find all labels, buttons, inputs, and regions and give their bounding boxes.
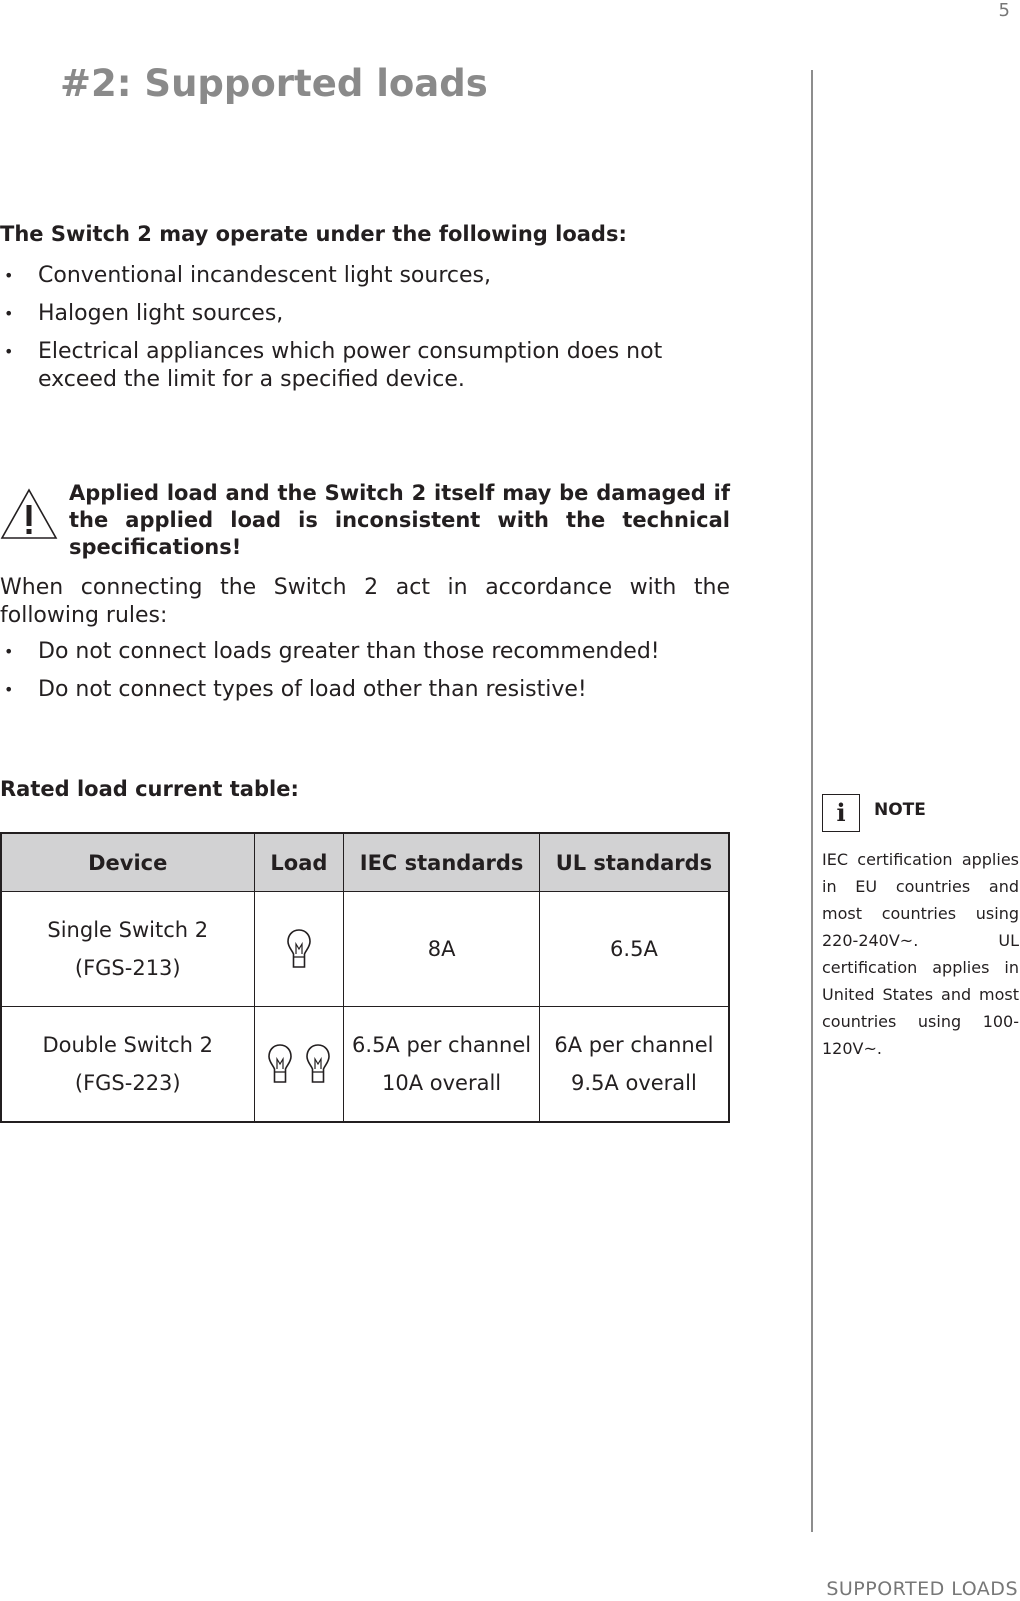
list-item: • Electrical appliances which power consumption does not exceed the limit for a specified device. [0, 338, 730, 394]
load-cell [254, 1007, 344, 1123]
ul-value: 6A per channel [554, 1033, 714, 1057]
info-icon: i [822, 794, 860, 832]
warning-triangle-icon [0, 488, 58, 540]
device-model: (FGS-223) [74, 1071, 181, 1095]
ul-value: 9.5A overall [571, 1071, 697, 1095]
device-name: Double Switch 2 [42, 1033, 214, 1057]
sidebar-divider [811, 70, 813, 1532]
list-item: • Conventional incandescent light sources, [0, 262, 730, 290]
device-cell [1, 1007, 254, 1123]
column-header-device: Device [1, 833, 254, 892]
ul-cell [539, 892, 729, 1007]
list-item: • Do not connect loads greater than those recommended! [0, 638, 730, 666]
section-title: #2: Supported loads [60, 62, 488, 105]
running-footer: SUPPORTED LOADS [826, 1578, 1018, 1600]
iec-value: 8A [427, 937, 456, 961]
iec-cell [344, 892, 540, 1007]
supported-loads-list [0, 262, 730, 404]
list-item: • Do not connect types of load other than resistive! [0, 676, 730, 704]
loads-heading: The Switch 2 may operate under the following loads: [0, 222, 627, 246]
iec-value: 10A overall [382, 1071, 502, 1095]
table-heading: Rated load current table: [0, 777, 299, 801]
column-header-ul: UL standards [539, 833, 729, 892]
iec-value: 6.5A per channel [352, 1033, 532, 1057]
light-bulb-icon [305, 1043, 331, 1085]
table-header-row [1, 833, 729, 892]
column-header-iec: IEC standards [344, 833, 540, 892]
connection-rules-list [0, 638, 730, 714]
note-title: NOTE [874, 800, 926, 820]
page-number: 5 [998, 0, 1010, 21]
note-text: IEC certification applies in EU countries and most countries using 220-240V~. UL certification applies in United States and most countries using 100-120V~. [822, 850, 1019, 1058]
list-item: • Halogen light sources, [0, 300, 730, 328]
rated-load-table [0, 832, 730, 1123]
table-row [1, 1007, 729, 1123]
device-name: Single Switch 2 [47, 918, 209, 942]
light-bulb-icon [267, 1043, 293, 1085]
device-model: (FGS-213) [74, 956, 181, 980]
warning-block [0, 480, 730, 561]
ul-cell [539, 1007, 729, 1123]
rules-intro: When connecting the Switch 2 act in accordance with the following rules: [0, 575, 730, 628]
ul-value: 6.5A [610, 937, 658, 961]
table-row [1, 892, 729, 1007]
warning-text: Applied load and the Switch 2 itself may be damaged if the applied load is inconsistent with the technical specifications! [69, 481, 730, 559]
column-header-load: Load [254, 833, 344, 892]
device-cell [1, 892, 254, 1007]
light-bulb-icon [286, 928, 312, 970]
load-cell [254, 892, 344, 1007]
iec-cell [344, 1007, 540, 1123]
